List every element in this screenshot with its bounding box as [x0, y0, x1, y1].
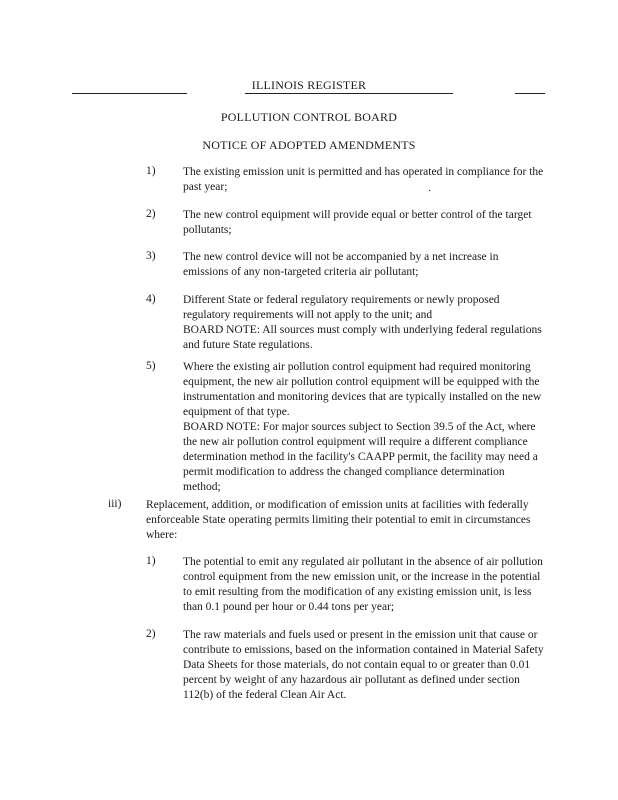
item-5-board-note: BOARD NOTE: For major sources subject to Section 39.5 of the Act, where the new air pollution control equipment will require a different compliance determination method in the facility's CAAPP permit, the facility may need a permit modification to address the changed compliance determination method;: [183, 421, 538, 493]
item-2-number: 2): [146, 208, 156, 220]
item-4-text: Different State or federal regulatory requirements or newly proposed regulatory requirements will not apply to the unit; and BOARD NOTE: All sources must comply with underlying federal regulations and future State regulations.: [183, 293, 545, 353]
item-5-number: 5): [146, 360, 156, 372]
item-3-number: 3): [146, 250, 156, 262]
item-1-text: The existing emission unit is permitted and has operated in compliance for the past year;: [183, 166, 544, 193]
item-3-text: The new control device will not be accompanied by a net increase in emissions of any non-targeted criteria air pollutant;: [183, 251, 499, 278]
header-rule-left: [72, 93, 187, 94]
sub-item-2-number: 2): [146, 628, 156, 640]
item-5-text: Where the existing air pollution control equipment had required monitoring equipment, the new air pollution control equipment will be equipped with the instrumentation and monitoring devices that are typically installed on the new equipment of that type. BOARD NOTE: For major sources subject to Section 39.5 of the Act, where the new air pollution control equipment will require a different compliance determination method in the facility's CAAPP permit, the facility may need a permit modification to address the changed compliance determination method;: [183, 360, 545, 495]
register-title: ILLINOIS REGISTER: [251, 78, 367, 92]
item-4-board-note: BOARD NOTE: All sources must comply with underlying federal regulations and future State regulations.: [183, 324, 542, 351]
sub-item-2-text: The raw materials and fuels used or present in the emission unit that cause or contribute to emissions, based on the information contained in Material Safety Data Sheets for those materials, do not contain equal to or greater than 0.01 percent by weight of any hazardous air pollutant as defined under section 112(b) of the federal Clean Air Act.: [183, 629, 544, 701]
board-title: POLLUTION CONTROL BOARD: [220, 110, 398, 124]
header-rule-center: [245, 93, 453, 94]
notice-title: NOTICE OF ADOPTED AMENDMENTS: [202, 138, 416, 152]
item-2-text: The new control equipment will provide equal or better control of the target pollutants;: [183, 209, 532, 236]
section-iii-number: iii): [108, 498, 122, 510]
header-rule-right: [515, 93, 545, 94]
stray-mark: ·: [428, 186, 432, 197]
sub-item-1-number: 1): [146, 555, 156, 567]
item-4-number: 4): [146, 293, 156, 305]
sub-item-1-text: The potential to emit any regulated air pollutant in the absence of air pollution control equipment from the new emission unit, or the increase in the potential to emit resulting from the modification of any existing emission unit, is less than 0.1 pound per hour or 0.44 tons per year;: [183, 556, 543, 613]
item-1-number: 1): [146, 165, 156, 177]
section-iii-text: Replacement, addition, or modification of emission units at facilities with federally enforceable State operating permits limiting their potential to emit in circumstances where:: [146, 499, 531, 541]
